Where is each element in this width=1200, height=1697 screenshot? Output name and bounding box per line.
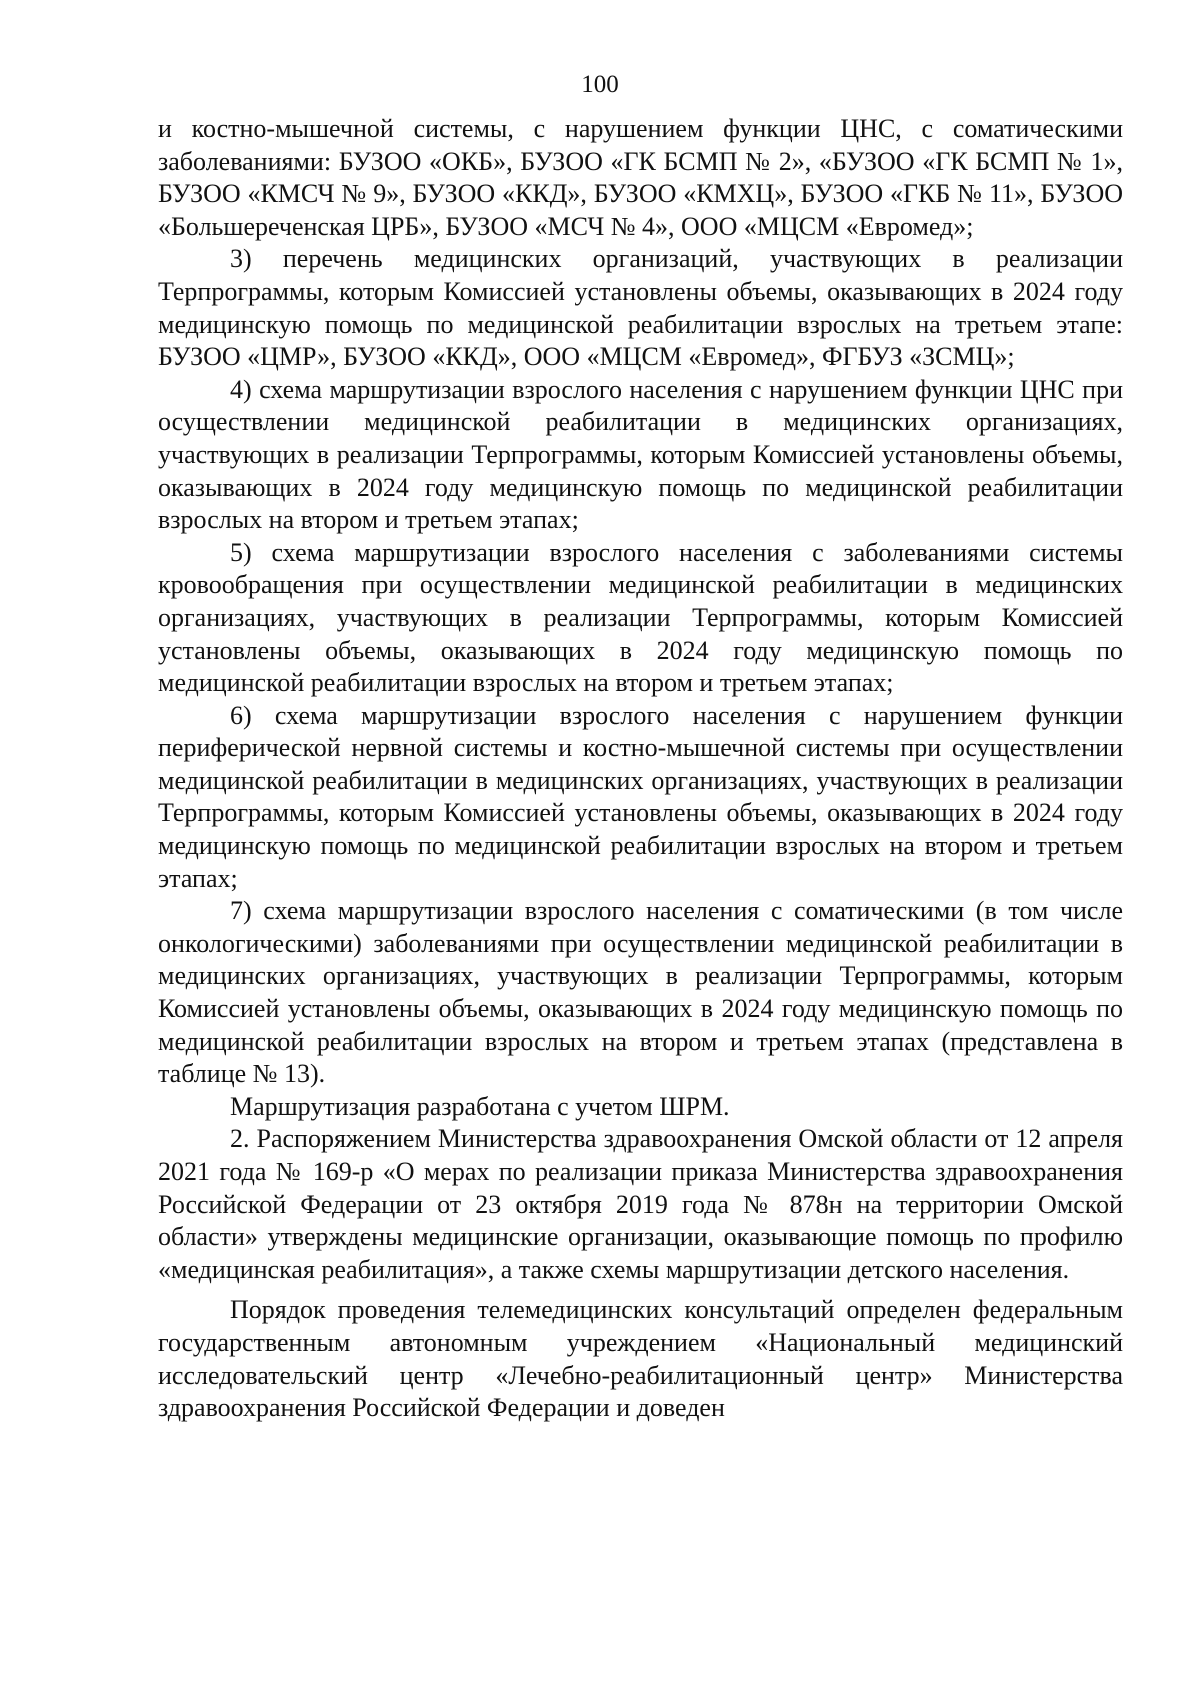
paragraph-continuation: и костно-мышечной системы, с нарушением функции ЦНС, с соматическими заболеваниями: БУЗОО «ОКБ», БУЗОО «ГК БСМП № 2», «БУЗОО «ГК БСМП № 1», БУЗОО «КМСЧ № 9», БУЗОО «ККД», БУЗОО «КМХЦ», БУЗОО «ГКБ № 11», БУЗОО «Большереченская ЦРБ», БУЗОО «МСЧ № 4», ООО «МЦСМ «Евромед»;: [158, 114, 1123, 241]
paragraph-routing-note: Маршрутизация разработана с учетом ШРМ.: [230, 1091, 730, 1121]
paragraph-item-6: 6) схема маршрутизации взрослого населения с нарушением функции периферической нервной системы и костно-мышечной системы при осуществлении медицинской реабилитации в медицинских организациях, участвующих в реализации Терпрограммы, которым Комиссией установлены объемы, оказывающих в 2024 году медицинскую помощь по медицинской реабилитации взрослых на втором и третьем этапах;: [158, 700, 1123, 893]
paragraph-item-7: 7) схема маршрутизации взрослого населения с соматическими (в том числе онкологическими) заболеваниями при осуществлении медицинской реабилитации в медицинских организациях, участвующих в реализации Терпрограммы, которым Комиссией установлены объемы, оказывающих в 2024 году медицинскую помощь по медицинской реабилитации взрослых на втором и третьем этапах (представлена в таблице № 13).: [158, 896, 1123, 1089]
paragraph-section-2: 2. Распоряжением Министерства здравоохранения Омской области от 12 апреля 2021 года № 169-р «О мерах по реализации приказа Министерства здравоохранения Российской Федерации от 23 октября 2019 года № 878н на территории Омской области» утверждены медицинские организации, оказывающие помощь по профилю «медицинская реабилитация», а также схемы маршрутизации детского населения.: [158, 1124, 1123, 1284]
paragraph-item-4: 4) схема маршрутизации взрослого населения с нарушением функции ЦНС при осуществлении медицинской реабилитации в медицинских организациях, участвующих в реализации Терпрограммы, которым Комиссией установлены объемы, оказывающих в 2024 году медицинскую помощь по медицинской реабилитации взрослых на втором и третьем этапах;: [158, 374, 1123, 535]
page-number: 100: [581, 71, 619, 98]
document-body: [158, 113, 1123, 1425]
paragraph-item-5: 5) схема маршрутизации взрослого населения с заболеваниями системы кровообращения при осуществлении медицинской реабилитации в медицинских организациях, участвующих в реализации Терпрограммы, которым Комиссией установлены объемы, оказывающих в 2024 году медицинскую помощь по медицинской реабилитации взрослых на втором и третьем этапах;: [158, 537, 1123, 698]
paragraph-telemedicine: Порядок проведения телемедицинских консультаций определен федеральным государственным автономным учреждением «Национальный медицинский исследовательский центр «Лечебно-реабилитационный центр» Министерства здравоохранения Российской Федерации и доведен: [158, 1295, 1123, 1423]
paragraph-item-3: 3) перечень медицинских организаций, участвующих в реализации Терпрограммы, которым Комиссией установлены объемы, оказывающих в 2024 году медицинскую помощь по медицинской реабилитации взрослых на третьем этапе: БУЗОО «ЦМР», БУЗОО «ККД», ООО «МЦСМ «Евромед», ФГБУЗ «ЗСМЦ»;: [158, 244, 1123, 372]
